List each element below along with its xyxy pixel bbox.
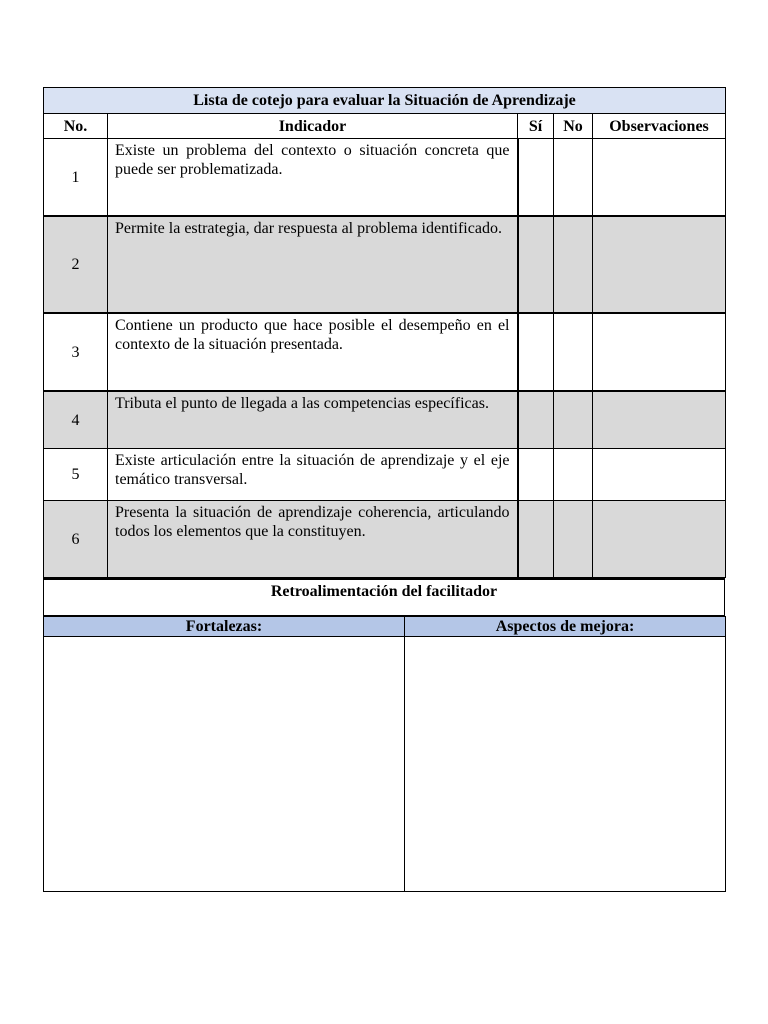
feedback-table bbox=[43, 616, 726, 892]
table-row bbox=[44, 313, 726, 391]
feedback-title: Retroalimentación del facilitador bbox=[43, 578, 725, 616]
no-cell[interactable] bbox=[554, 391, 593, 449]
row-indicator: Presenta la situación de aprendizaje coherencia, articulando todos los elementos que la constituyen. bbox=[108, 501, 518, 578]
si-cell[interactable] bbox=[518, 391, 554, 449]
observaciones-cell[interactable] bbox=[593, 449, 726, 501]
no-cell[interactable] bbox=[554, 139, 593, 217]
fortalezas-field[interactable] bbox=[44, 637, 405, 892]
table-row bbox=[44, 391, 726, 449]
row-indicator: Tributa el punto de llegada a las competencias específicas. bbox=[108, 391, 518, 449]
si-cell[interactable] bbox=[518, 313, 554, 391]
no-cell[interactable] bbox=[554, 216, 593, 313]
row-number: 6 bbox=[44, 501, 108, 578]
table-row bbox=[44, 139, 726, 217]
si-cell[interactable] bbox=[518, 501, 554, 578]
observaciones-cell[interactable] bbox=[593, 391, 726, 449]
checklist-table bbox=[43, 87, 726, 578]
observaciones-cell[interactable] bbox=[593, 216, 726, 313]
row-indicator: Permite la estrategia, dar respuesta al problema identificado. bbox=[108, 216, 518, 313]
row-number: 3 bbox=[44, 313, 108, 391]
no-cell[interactable] bbox=[554, 501, 593, 578]
table-row bbox=[44, 449, 726, 501]
header-indicador: Indicador bbox=[108, 114, 518, 139]
si-cell[interactable] bbox=[518, 216, 554, 313]
si-cell[interactable] bbox=[518, 449, 554, 501]
row-number: 4 bbox=[44, 391, 108, 449]
row-indicator: Existe un problema del contexto o situación concreta que puede ser problematizada. bbox=[108, 139, 518, 217]
row-number: 5 bbox=[44, 449, 108, 501]
observaciones-cell[interactable] bbox=[593, 313, 726, 391]
observaciones-cell[interactable] bbox=[593, 501, 726, 578]
no-cell[interactable] bbox=[554, 449, 593, 501]
header-observaciones: Observaciones bbox=[593, 114, 726, 139]
table-row bbox=[44, 216, 726, 313]
table-row bbox=[44, 501, 726, 578]
si-cell[interactable] bbox=[518, 139, 554, 217]
header-no-answer: No bbox=[554, 114, 593, 139]
checklist-document bbox=[43, 87, 725, 892]
row-number: 2 bbox=[44, 216, 108, 313]
aspectos-field[interactable] bbox=[405, 637, 726, 892]
row-indicator: Existe articulación entre la situación de aprendizaje y el eje temático transversal. bbox=[108, 449, 518, 501]
fortalezas-header: Fortalezas: bbox=[44, 617, 405, 637]
aspectos-header: Aspectos de mejora: bbox=[405, 617, 726, 637]
row-number: 1 bbox=[44, 139, 108, 217]
no-cell[interactable] bbox=[554, 313, 593, 391]
observaciones-cell[interactable] bbox=[593, 139, 726, 217]
header-no: No. bbox=[44, 114, 108, 139]
header-si: Sí bbox=[518, 114, 554, 139]
checklist-title: Lista de cotejo para evaluar la Situación de Aprendizaje bbox=[44, 88, 726, 114]
row-indicator: Contiene un producto que hace posible el desempeño en el contexto de la situación presentada. bbox=[108, 313, 518, 391]
